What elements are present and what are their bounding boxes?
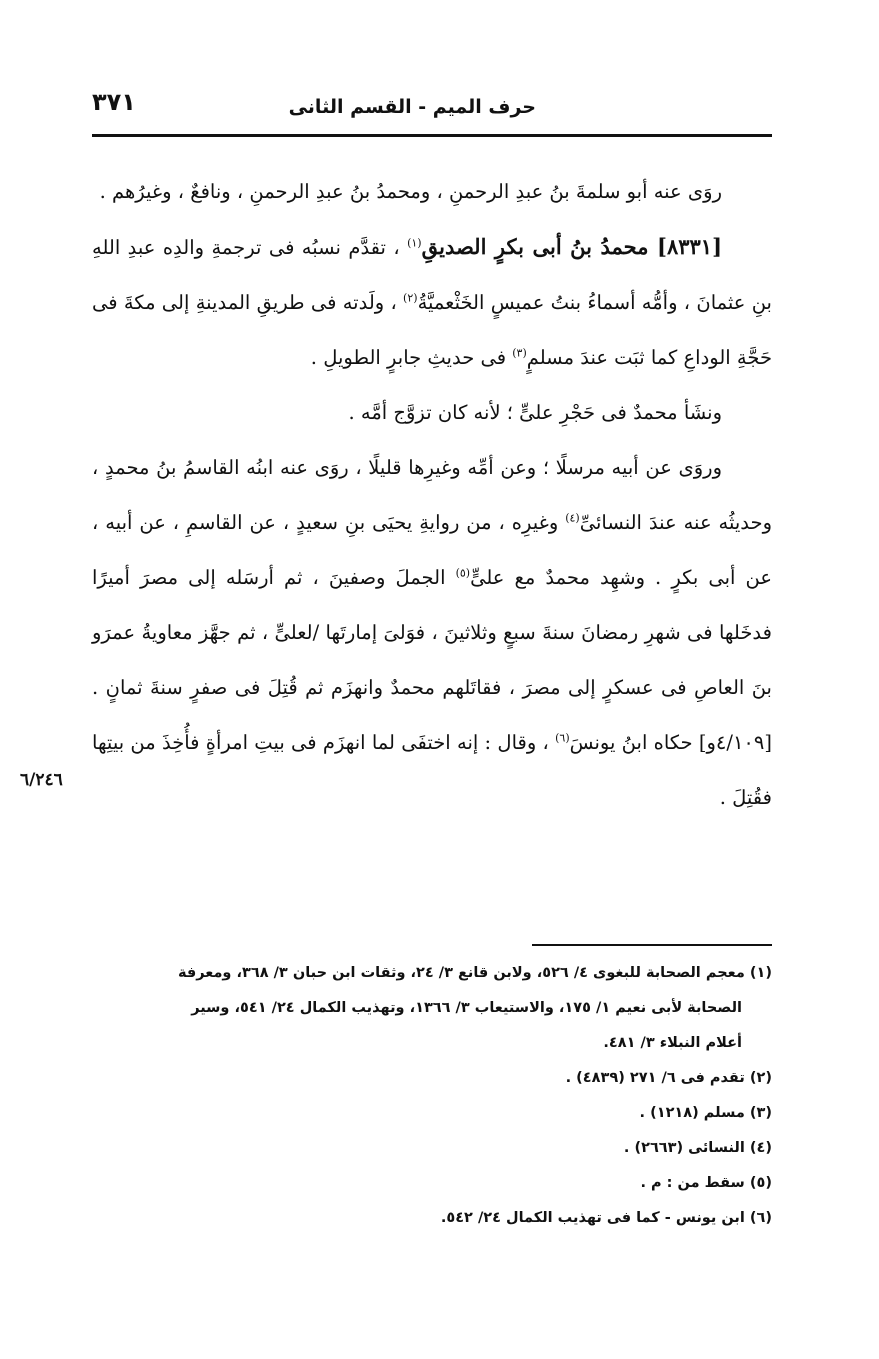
footnote-ref-5: (٥) bbox=[455, 566, 471, 580]
page-number: ٣٧١ bbox=[92, 88, 136, 116]
entry-text-part2: ، ولَدته فى طريقِ المدينةِ إلى مكةَ فى حَجَّةِ الوداعِ كما ثبَت عندَ مسلمٍ bbox=[92, 291, 772, 369]
entry-name: ] محمدُ بنُ أبى بكرٍ الصديقِ bbox=[421, 234, 667, 259]
entry-8331 bbox=[92, 219, 772, 385]
paragraph-upbringing: ونشَأ محمدٌ فى حَجْرِ علىٍّ ؛ لأنه كان تزوَّج أمَّه . bbox=[348, 401, 722, 424]
footnote-ref-4: (٤) bbox=[565, 511, 580, 525]
paragraph-narrators: روَى عنه أبو سلمةَ بنُ عبدِ الرحمنِ ، ومحمدُ بنُ عبدِ الرحمنِ ، ونافعٌ ، وغيرُهم . bbox=[99, 180, 722, 203]
header-title: حرف الميم - القسم الثانى bbox=[288, 96, 536, 118]
footnote-ref-3: (٣) bbox=[512, 346, 527, 360]
footnote-1-line-1: (١) معجم الصحابة للبغوى ٤/ ٥٢٦، ولابن قانع ٣/ ٢٤، وثقات ابن حبان ٣/ ٣٦٨، ومعرفة bbox=[177, 965, 772, 981]
footnote-3: (٣) مسلم (١٢١٨) . bbox=[639, 1105, 772, 1121]
footnote-ref-2: (٢) bbox=[403, 291, 418, 305]
entry-text-part1: ، تقدَّم نسبُه فى ترجمةِ والدِه عبدِ اللهِ بنِ عثمانَ ، وأمُّه أسماءُ بنتُ عميسٍ الخَثْعميَّةُ bbox=[92, 236, 772, 314]
footnotes bbox=[92, 956, 772, 1236]
footnote-1-line-3: أعلام النبلاء ٣/ ٤٨١. bbox=[603, 1035, 742, 1051]
running-header bbox=[92, 82, 772, 132]
paragraph-narration bbox=[92, 440, 772, 825]
narration-text-part1: وروَى عن أبيه مرسلًا ؛ وعن أمِّه وغيرِها قليلًا ، روَى عنه ابنُه القاسمُ بنُ محمدٍ ، وحديثُه عنه عندَ النسائىِّ bbox=[92, 456, 772, 534]
footnote-6: (٦) ابن يونس - كما فى تهذيب الكمال ٢٤/ ٥٤٢. bbox=[440, 1210, 772, 1226]
narration-text-part4: ، وقال : إنه اختفَى لما انهزَم فى بيتِ امرأةٍ فأُخِذَ من بيتِها فقُتِلَ . bbox=[92, 731, 772, 809]
footnote-2: (٢) تقدم فى ٦/ ٢٧١ (٤٨٣٩) . bbox=[565, 1070, 772, 1086]
entry-number: ٨٣٣١ bbox=[666, 234, 713, 259]
footnote-ref-6: (٦) bbox=[555, 731, 570, 745]
entry-open-bracket: [ bbox=[712, 234, 722, 259]
narration-text-part3: الجملَ وصفينَ ، ثم أرسَله إلى مصرَ أميرًا فدخَلها فى شهرِ رمضانَ سنةَ سبعٍ وثلاثينَ ، فوَلىَ إمارتَها /لعلىٍّ ، ثم جهَّز معاويةُ عمرَو بنَ العاصِ فى عسكرٍ إلى مصرَ ، فقاتَلهم محمدٌ وانهزَم ثم قُتِلَ فى صفرٍ سنةَ ثمانٍ . [٤/١٠٩و] حكاه ابنُ يونسَ bbox=[92, 566, 772, 754]
footnote-ref-1: (١) bbox=[407, 236, 422, 250]
narration-text-part2: وغيرِه ، من روايةِ يحيَى بنِ سعيدٍ ، عن القاسمِ ، عن أبيه ، عن أبى بكرٍ . وشهِد محمدٌ مع علىٍّ bbox=[92, 511, 772, 589]
entry-text-part3: فى حديثِ جابرٍ الطويلِ . bbox=[310, 346, 513, 369]
header-rule bbox=[92, 134, 772, 137]
footnote-rule bbox=[532, 944, 772, 946]
footnote-1-line-2: الصحابة لأبى نعيم ١/ ١٧٥، والاستيعاب ٣/ ١٣٦٦، وتهذيب الكمال ٢٤/ ٥٤١، وسير bbox=[191, 1000, 742, 1016]
main-text bbox=[92, 164, 772, 825]
margin-reference: ٦/٢٤٦ bbox=[20, 770, 63, 790]
footnote-5: (٥) سقط من : م . bbox=[640, 1175, 772, 1191]
footnote-4: (٤) النسائى (٢٦٦٣) . bbox=[623, 1140, 772, 1156]
